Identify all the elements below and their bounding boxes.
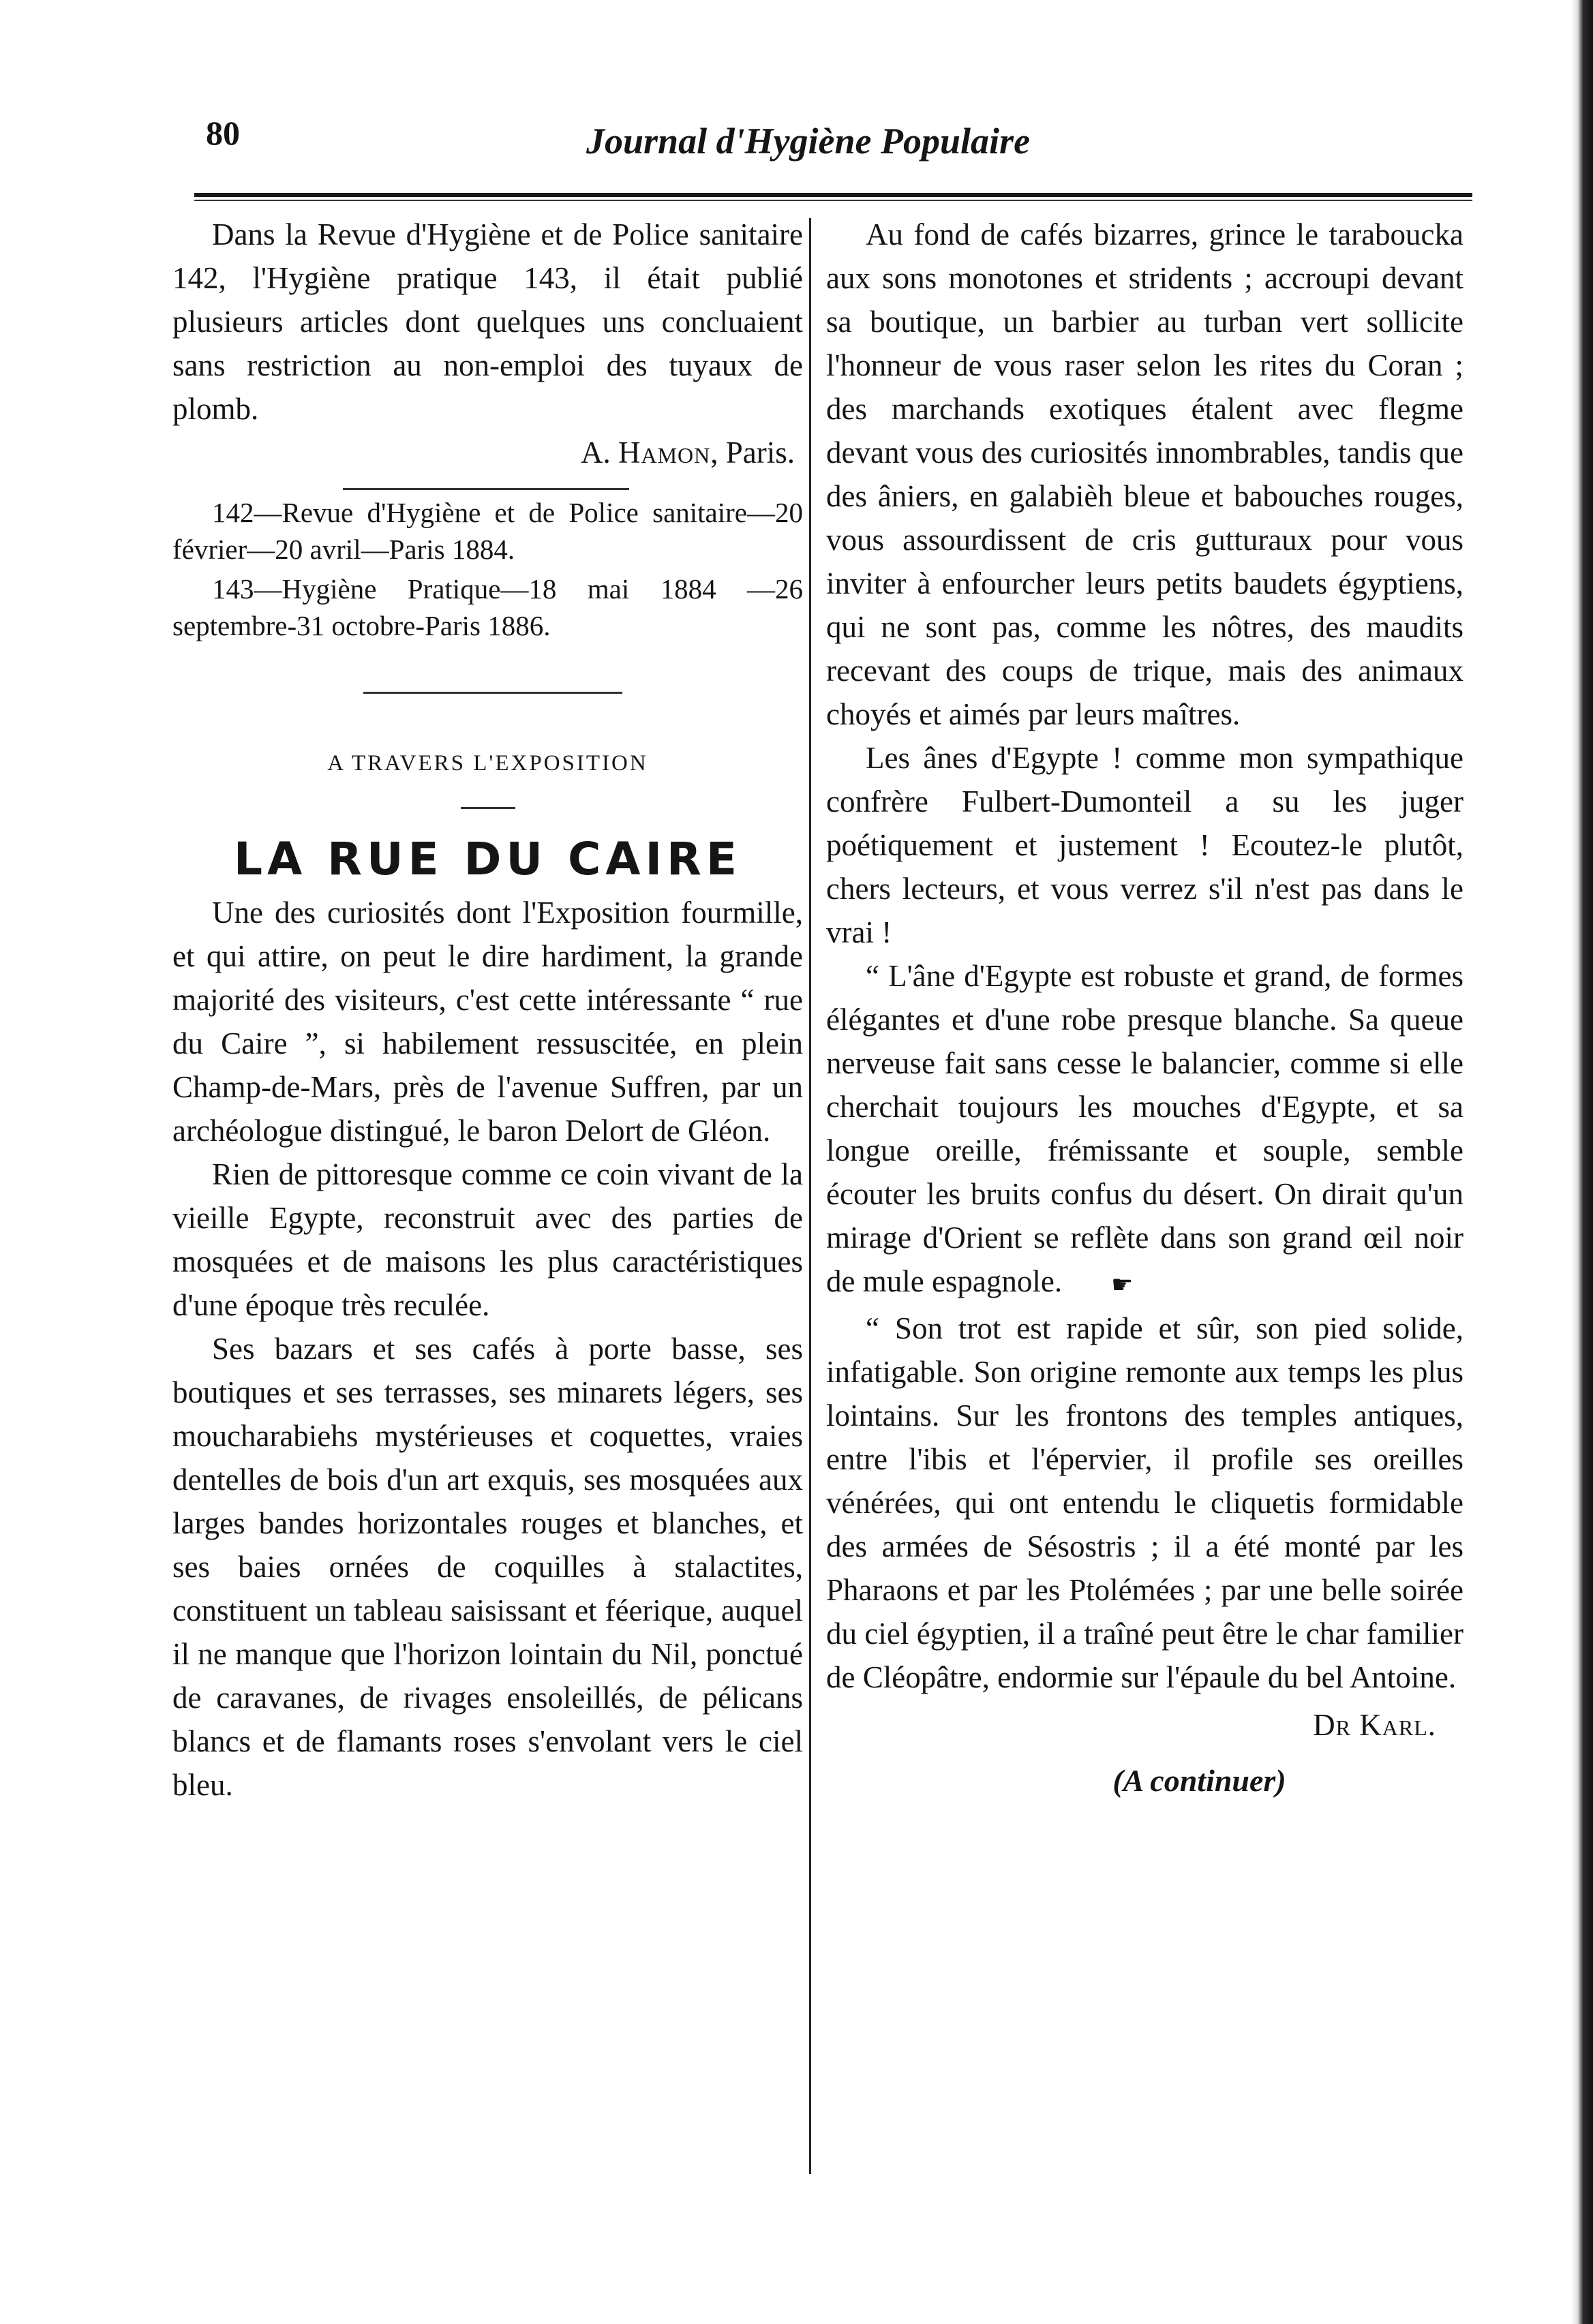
continue-note: (A continuer) [1112,1762,1286,1798]
article-paragraph: Au fond de cafés bizarres, grince le taraboucka aux sons monotones et stridents ; accroupi devant sa boutique, un barbier au turban vert sollicite l'honneur de vous raser selon les rites du Coran ; des marchands exotiques étalent avec flegme devant vous des curiosités innombrables, tandis que des âniers, en galabièh bleue et babouches rouges, vous assourdissent de cris gutturaux pour vous inviter à enfourcher leurs petits baudets égyptiens, qui ne sont pas, comme les nôtres, des maudits recevant des coups de trique, mais des animaux choyés et aimés par leurs maîtres. [826,217,1463,731]
footnote-rule [343,488,629,490]
section-separator [363,692,622,694]
right-column [826,213,1463,1803]
footnote-143: 143—Hygiène Pratique—18 mai 1884 —26 septembre-31 octobre-Paris 1886. [172,573,803,641]
column-divider [809,218,811,2174]
intro-paragraph: Dans la Revue d'Hygiène et de Police sanitaire 142, l'Hygiène pratique 143, il était publié plusieurs articles dont quelques uns concluaient sans restriction au non-emploi des tuyaux de plomb. [172,217,803,426]
article-paragraph: Une des curiosités dont l'Exposition fourmille, et qui attire, on peut le dire hardiment, la grande majorité des visiteurs, c'est cette intéressante “ rue du Caire ”, si habilement ressuscitée, en plein Champ-de-Mars, près de l'avenue Suffren, par un archéologue distingué, le baron Delort de Gléon. [172,896,803,1148]
quote-paragraph [826,954,1463,1306]
signature-initial: A. [580,435,618,470]
signature-name: Hamon [618,435,711,470]
scan-edge-shadow [1571,0,1593,2324]
signature-hamon [172,431,803,474]
article-paragraph: Rien de pittoresque comme ce coin vivant de la vieille Egypte, reconstruit avec des parties de mosquées et de maisons les plus caractéristiques d'une époque très reculée. [172,1157,803,1322]
header-rule [194,193,1472,197]
left-column [172,213,803,1807]
article-title: LA RUE DU CAIRE [234,833,742,885]
signature-place: , Paris. [710,435,795,470]
pointing-hand-icon: ☛ [1111,1270,1134,1298]
footnotes [172,494,803,644]
quote-text: “ L'âne d'Egypte est robuste et grand, de formes élégantes et d'une robe presque blanche. Sa queue nerveuse fait sans cesse le balancier, comme si elle cherchait toujours les mouches d'Egypte, et sa longue oreille, frémissante et souple, semble écouter les bruits confus du désert. On dirait qu'un mirage d'Orient se reflète dans son grand œil noir de mule espagnole. [826,959,1463,1298]
section-label: A TRAVERS L'EXPOSITION [327,751,648,776]
page-number: 80 [206,114,240,152]
article-paragraph: “ Son trot est rapide et sûr, son pied solide, infatigable. Son origine remonte aux temps les plus lointains. Sur les frontons des temples antiques, entre l'ibis et l'épervier, il profile ses oreilles vénérées, qui ont entendu le cliquetis formidable des armées de Sésostris ; il a été monté par les Pharaons et par les Ptolémées ; par une belle soirée du ciel égyptien, il a traîné peut être le char familier de Cléopâtre, endormie sur l'épaule du bel Antoine. [826,1311,1463,1694]
running-head-title: Journal d'Hygiène Populaire [586,121,1031,162]
footnote-142: 142—Revue d'Hygiène et de Police sanitaire—20 février—20 avril—Paris 1884. [172,497,803,565]
header-rule-thin [194,200,1472,201]
signature-karl: Dr Karl. [1313,1707,1436,1742]
title-rule [461,807,515,809]
article-paragraph: Les ânes d'Egypte ! comme mon sympathique confrère Fulbert-Dumonteil a su les juger poétiquement et justement ! Ecoutez-le plutôt, chers lecteurs, et vous verrez s'il n'est pas dans le vrai ! [826,741,1463,949]
article-paragraph: Ses bazars et ses cafés à porte basse, ses boutiques et ses terrasses, ses minarets légers, ses moucharabiehs mystérieuses et coquettes, vraies dentelles de bois d'un art exquis, ses mosquées aux larges bandes horizontales rouges et blanches, et ses baies ornées de coquilles à stalactites, constituent un tableau saisissant et féerique, auquel il ne manque que l'horizon lointain du Nil, ponctué de caravanes, de rivages ensoleillés, de pélicans blancs et de flamants roses s'envolant vers le ciel bleu. [172,1332,803,1802]
